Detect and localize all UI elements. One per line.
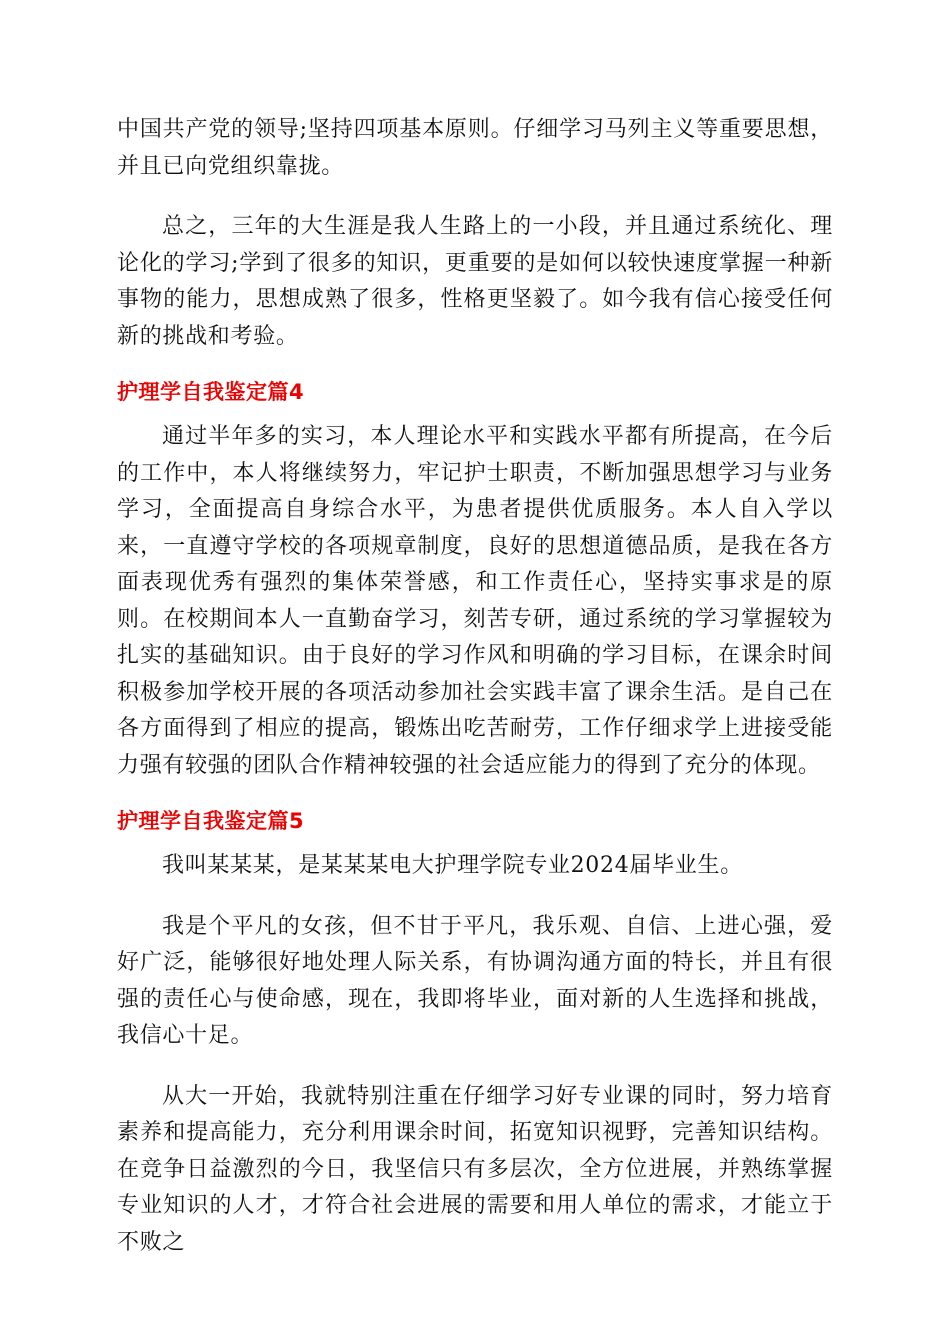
paragraph-summary: 总之，三年的大生涯是我人生路上的一小段，并且通过系统化、理论化的学习;学到了很多的知识，更重要的是如何以较快速度掌握一种新事物的能力，思想成熟了很多，性格更坚毅了。如今我有信心接受任何新的挑战和考验。: [117, 214, 833, 349]
paragraph-section-5-study: 从大一开始，我就特别注重在仔细学习好专业课的同时，努力培育素养和提高能力，充分利用课余时间，拓宽知识视野，完善知识结构。在竞争日益激烈的今日，我坚信只有多层次，全方位进展，并熟练掌握专业知识的人才，才符合社会进展的需要和用人单位的需求，才能立于不败之: [117, 1083, 833, 1255]
paragraph-section-4: 通过半年多的实习，本人理论水平和实践水平都有所提高，在今后的工作中，本人将继续努力，牢记护士职责，不断加强思想学习与业务学习，全面提高自身综合水平，为患者提供优质服务。本人自入学以来，一直遵守学校的各项规章制度，良好的思想道德品质，是我在各方面表现优秀有强烈的集体荣誉感，和工作责任心，坚持实事求是的原则。在校期间本人一直勤奋学习，刻苦专研，通过系统的学习掌握较为扎实的基础知识。由于良好的学习作风和明确的学习目标，在课余时间积极参加学校开展的各项活动参加社会实践丰富了课余生活。是自己在各方面得到了相应的提高，锻炼出吃苦耐劳，工作仔细求学上进接受能力强有较强的团队合作精神较强的社会适应能力的得到了充分的体现。: [117, 424, 833, 778]
section-heading-5: 护理学自我鉴定篇5: [117, 809, 305, 833]
paragraph-section-5-intro: 我叫某某某，是某某某电大护理学院专业2024届毕业生。: [162, 853, 743, 878]
section-heading-4: 护理学自我鉴定篇4: [117, 380, 305, 404]
paragraph-continued: 中国共产党的领导;坚持四项基本原则。仔细学习马列主义等重要思想，并且已向党组织靠拢。: [117, 117, 833, 179]
document-page: [117, 112, 833, 1261]
paragraph-section-5-personality: 我是个平凡的女孩，但不甘于平凡，我乐观、自信、上进心强，爱好广泛，能够很好地处理人际关系，有协调沟通方面的特长，并且有很强的责任心与使命感，现在，我即将毕业，面对新的人生选择和挑战，我信心十足。: [117, 913, 833, 1048]
